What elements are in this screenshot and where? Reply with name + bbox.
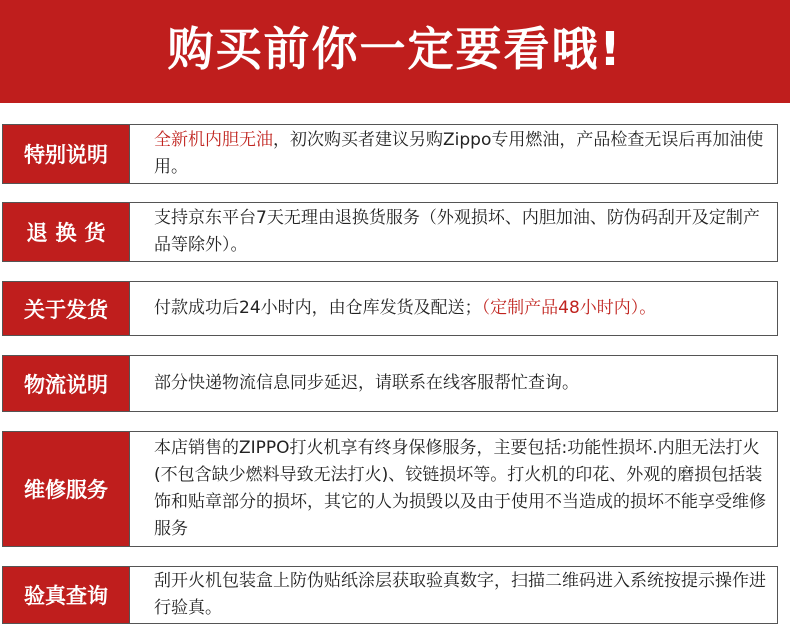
row-label-special-note: 特别说明 [3,125,130,183]
highlight-text: （定制产品48小时内）。 [481,298,657,318]
row-text-returns [130,203,777,261]
info-row-logistics [2,355,778,412]
body-text: 本店销售的ZIPPO打火机享有终身保修服务，主要包括:功能性损坏.内胆无法打火(不包含缺少燃料导致无法打火)、铰链损坏等。打火机的印花、外观的磨损包括装饰和贴章部分的损坏，其它的人为损毁以及由于使用不当造成的损坏不能享受维修服务 [154,438,766,539]
row-text-special-note [130,125,777,183]
body-text: 支持京东平台7天无理由退换货服务（外观损坏、内胆加油、防伪码刮开及定制产品等除外）。 [154,208,760,255]
info-row-returns [2,202,778,262]
body-text: ，初次购买者建议另购Zippo专用燃油，产品检查无误后再加油使用。 [154,130,764,177]
row-label-returns: 退换货 [3,203,130,261]
row-text-logistics [130,356,777,411]
info-row-shipping [2,281,778,336]
row-text-shipping [130,282,777,335]
info-row-special-note [2,124,778,184]
row-label-repair: 维修服务 [3,432,130,546]
body-text: 部分快递物流信息同步延迟，请联系在线客服帮忙查询。 [154,373,579,393]
highlight-text: 全新机内胆无油 [154,130,273,150]
page-title: 购买前你一定要看哦! [167,21,623,76]
body-text: 刮开火机包装盒上防伪贴纸涂层获取验真数字，扫描二维码进入系统按提示操作进行验真。 [154,571,766,618]
row-label-logistics: 物流说明 [3,356,130,411]
row-label-verification: 验真查询 [3,567,130,623]
title-banner [0,0,790,103]
info-row-verification [2,566,778,624]
body-text: 付款成功后24小时内，由仓库发货及配送； [154,298,482,318]
row-label-shipping: 关于发货 [3,282,130,335]
row-text-verification [130,567,777,623]
row-text-repair [130,432,777,546]
info-row-repair [2,431,778,547]
